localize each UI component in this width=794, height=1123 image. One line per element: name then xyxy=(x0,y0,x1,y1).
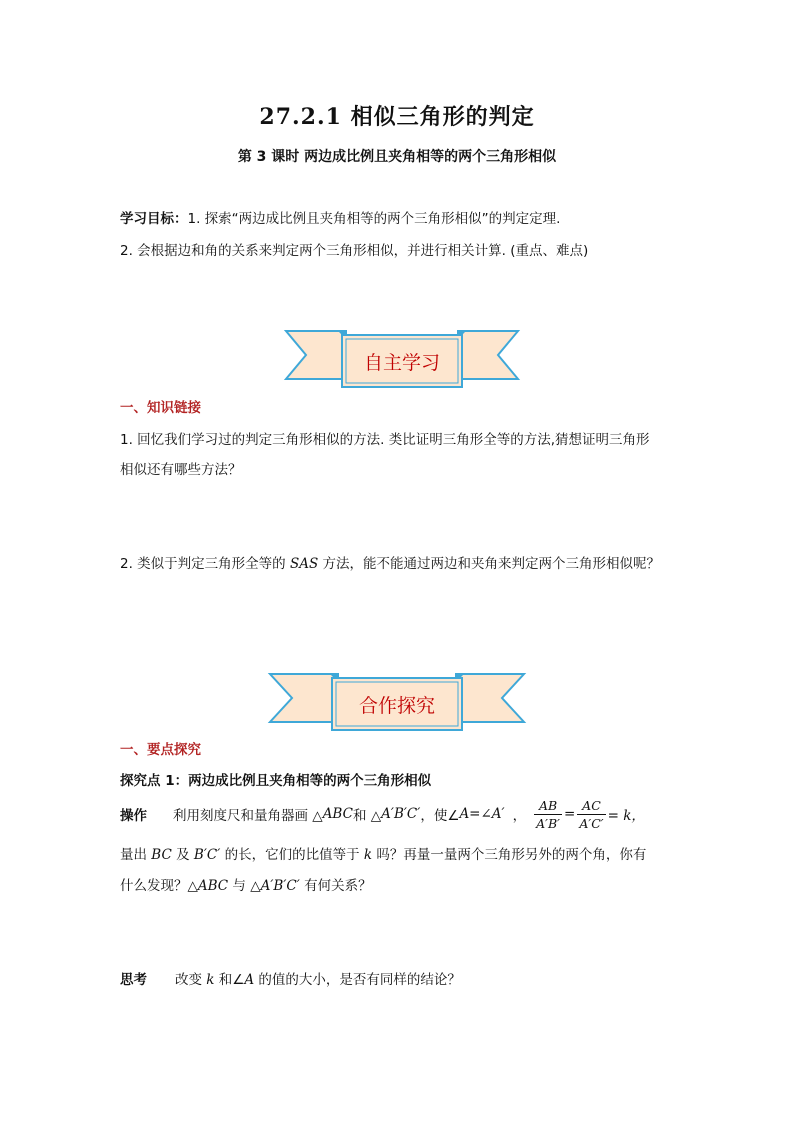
think-k: k xyxy=(206,972,215,988)
l3-text-b: 与 △ xyxy=(228,878,261,894)
op-abc-prime: A′B′C′ xyxy=(381,806,421,822)
op-equals-k: = k， xyxy=(607,808,645,824)
op-comma: ， xyxy=(512,808,527,824)
page-title: 27.2.1 相似三角形的判定 xyxy=(259,104,535,130)
l2-text-b: 及 xyxy=(171,847,194,863)
l3-abc: ABC xyxy=(197,878,229,894)
banner-self-study xyxy=(282,327,522,391)
objectives-label: 学习目标： xyxy=(120,211,188,227)
think-a: A xyxy=(244,972,255,988)
q2-text-b: 方法，能不能通过两边和夹角来判定两个三角形相似呢？ xyxy=(318,556,661,572)
objectives-line-1 xyxy=(120,207,560,227)
fraction-ac-numerator: AC xyxy=(577,797,605,815)
l2-k: k xyxy=(363,847,373,863)
operation-line-3 xyxy=(120,874,372,894)
l2-text-c: 的长，它们的比值等于 xyxy=(220,847,364,863)
objective-2: 2. 会根据边和角的关系来判定两个三角形相似，并进行相关计算. (重点、难点) xyxy=(120,243,589,259)
l2-text-a: 量出 xyxy=(120,847,152,863)
think-text-a: 改变 xyxy=(175,972,207,988)
l2-text-d: 吗？再量一量两个三角形另外的两个角，你有 xyxy=(372,847,647,863)
l2-bc: BC xyxy=(151,847,172,863)
l3-text-c: 有何关系？ xyxy=(299,878,372,894)
question-1-line-1: 1. 回忆我们学习过的判定三角形相似的方法. 类比证明三角形全等的方法,猜想证明三角形 xyxy=(120,432,650,448)
banner-self-study-label: 自主学习 xyxy=(363,352,440,374)
section-key-points-heading: 一、要点探究 xyxy=(120,742,201,758)
operation-line-1 xyxy=(120,794,645,834)
question-2 xyxy=(120,552,660,572)
fraction-ac-denominator: A′C′ xyxy=(579,815,604,831)
l3-abc-prime: A′B′C′ xyxy=(260,878,300,894)
exploration-point-1: 探究点 1：两边成比例且夹角相等的两个三角形相似 xyxy=(120,773,432,789)
operation-line-2 xyxy=(120,843,646,863)
think-text-c: 的值的大小，是否有同样的结论？ xyxy=(254,972,461,988)
fraction-ab-denominator: A′B′ xyxy=(536,815,561,831)
fraction-ab xyxy=(534,797,562,832)
op-angle-equality: A=∠A′ xyxy=(459,806,505,822)
banner-cooperative xyxy=(266,670,528,734)
page-subtitle: 第 3 课时 两边成比例且夹角相等的两个三角形相似 xyxy=(237,149,557,165)
l2-bc-prime: B′C′ xyxy=(193,847,221,863)
fraction-ab-numerator: AB xyxy=(534,797,562,815)
fraction-ac xyxy=(577,797,605,832)
op-text-1: 利用刻度尺和量角器画 △ xyxy=(173,808,323,824)
q2-text-a: 2. 类似于判定三角形全等的 xyxy=(120,556,290,572)
op-text-3: ，使∠ xyxy=(420,808,460,824)
objective-1: 1. 探索“两边成比例且夹角相等的两个三角形相似”的判定定理. xyxy=(187,211,561,227)
op-abc: ABC xyxy=(322,806,353,822)
question-1-line-2: 相似还有哪些方法？ xyxy=(120,462,242,478)
think-label: 思考 xyxy=(120,972,147,988)
section-knowledge-link-heading: 一、知识链接 xyxy=(120,400,201,416)
l3-text-a: 什么发现？△ xyxy=(120,878,198,894)
banner-cooperative-label: 合作探究 xyxy=(358,695,435,717)
think-line xyxy=(120,968,461,988)
think-text-b: 和∠ xyxy=(214,972,245,988)
op-equals: = xyxy=(564,806,576,822)
operation-label: 操作 xyxy=(120,808,147,824)
q2-sas: SAS xyxy=(289,556,319,572)
op-text-2: 和 △ xyxy=(352,808,382,824)
